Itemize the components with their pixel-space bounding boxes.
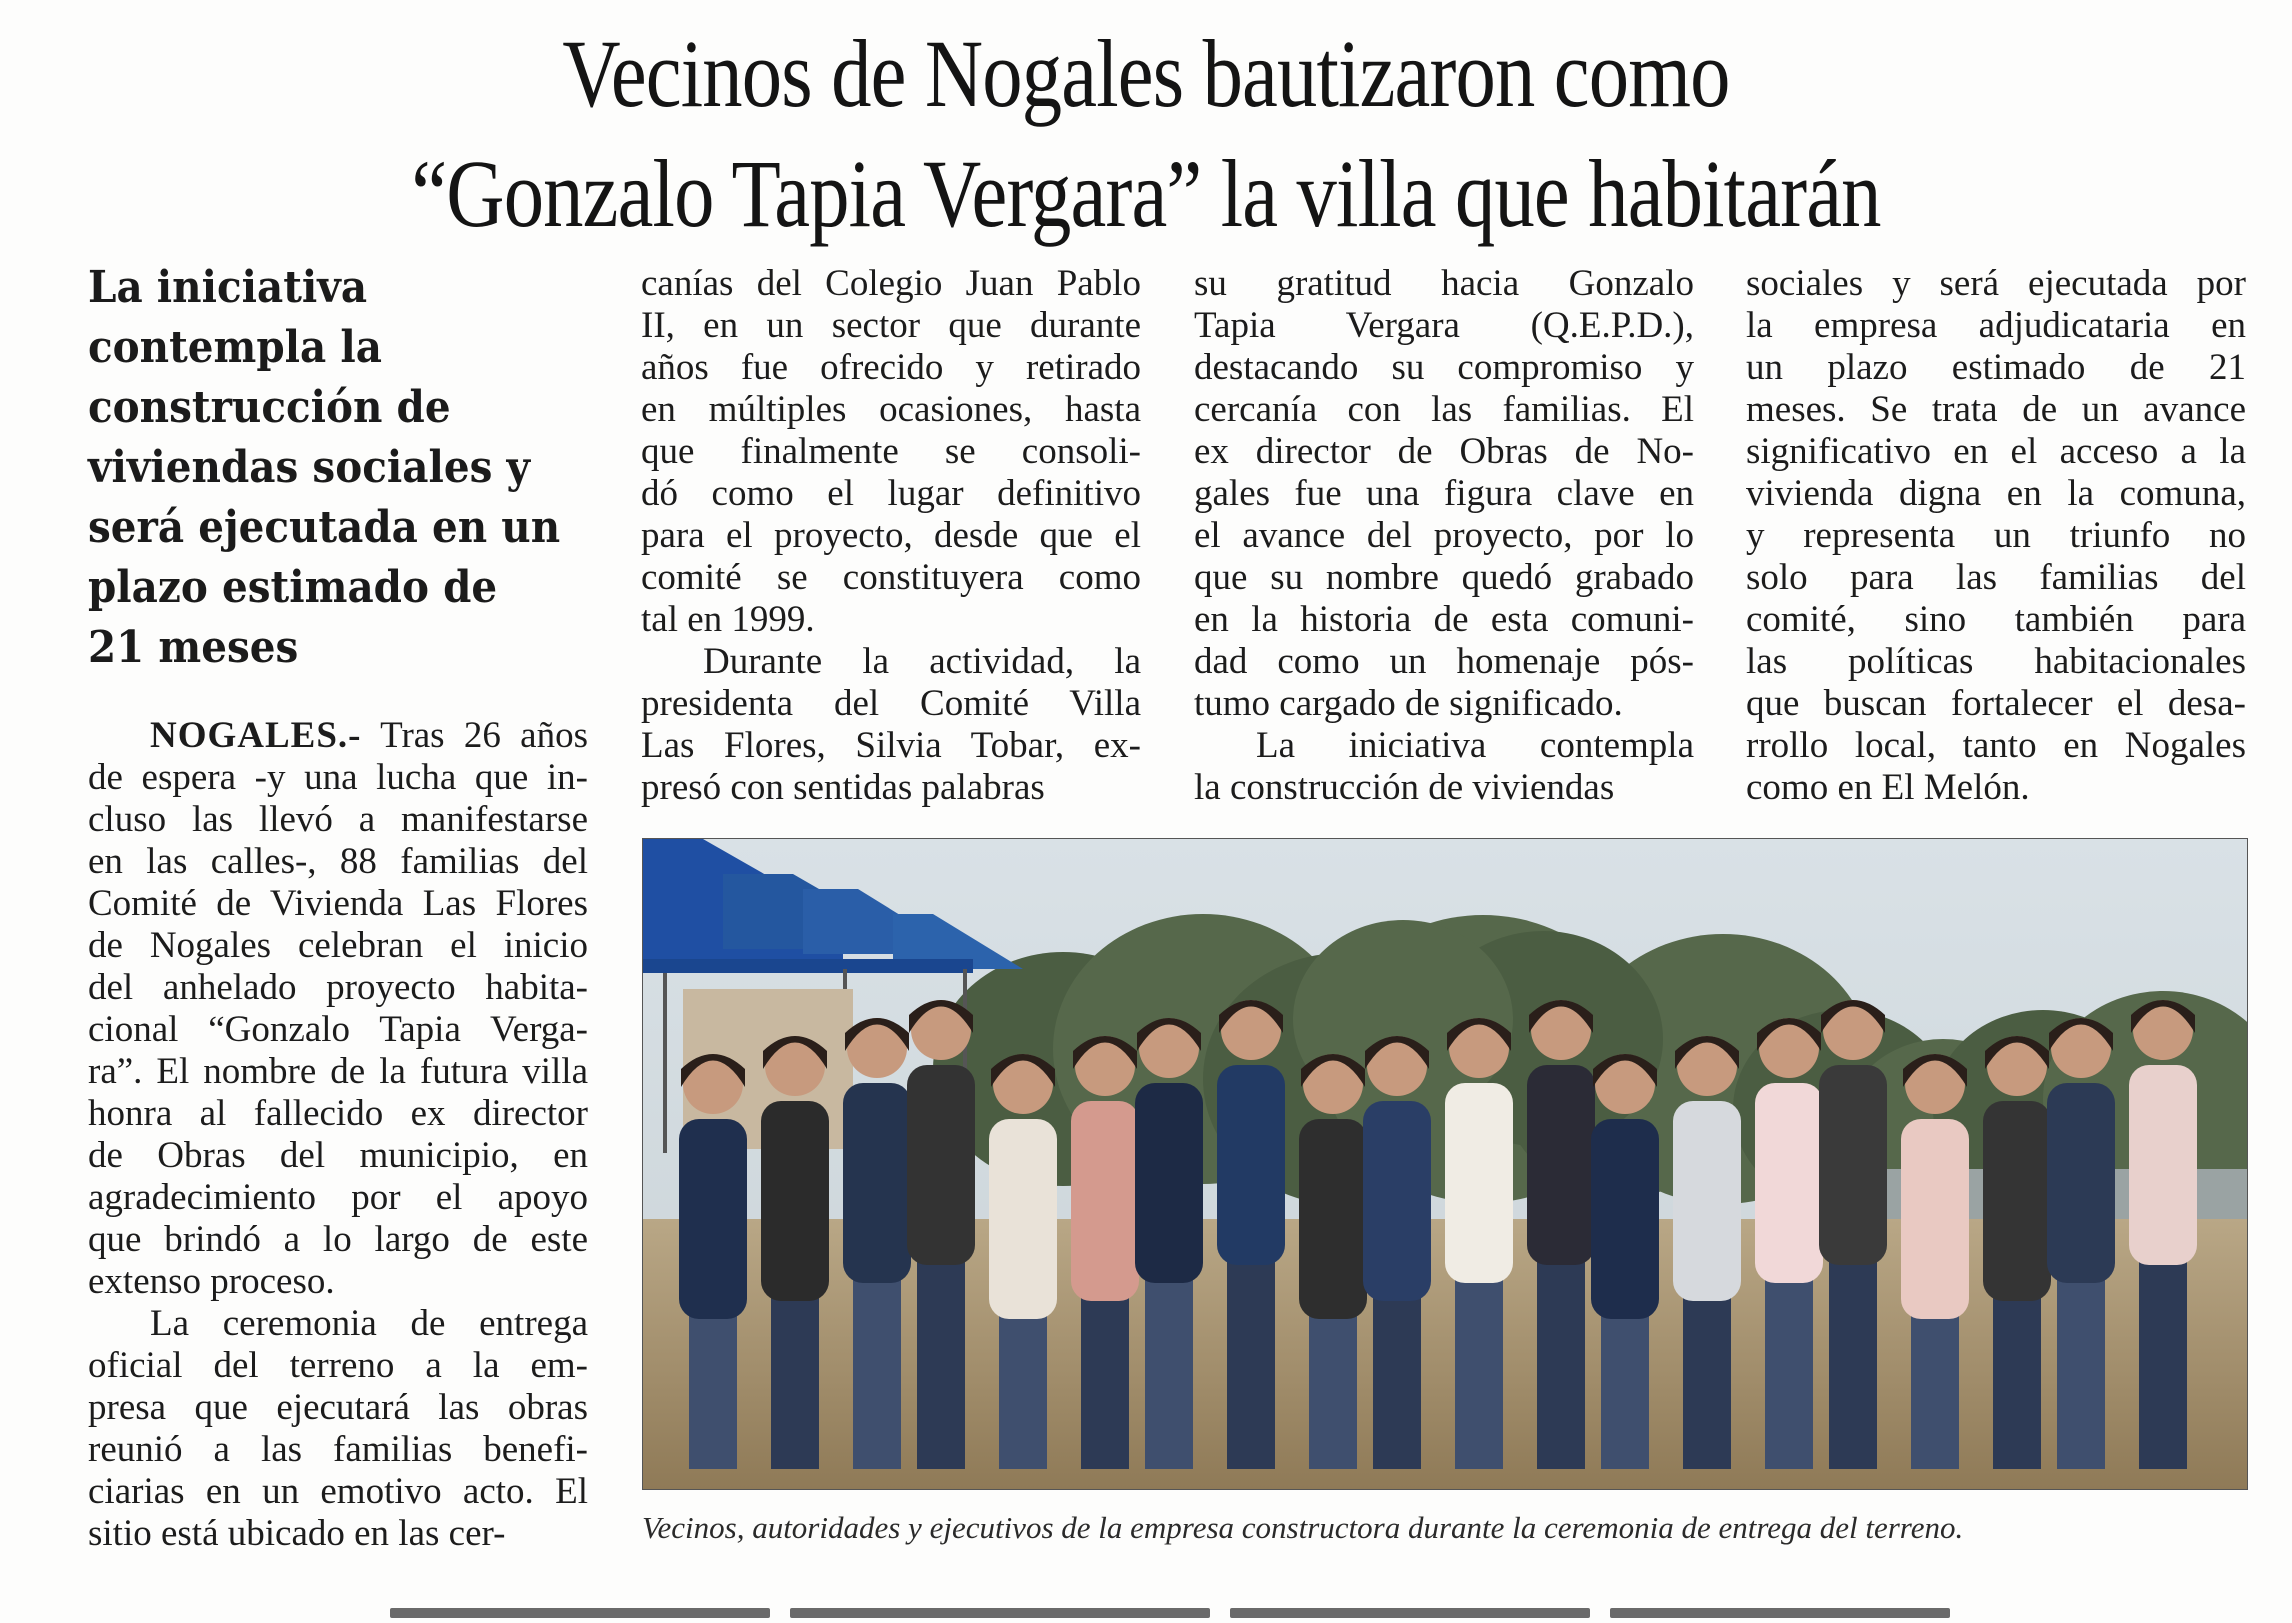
body-line: sociales y será ejecutada por <box>1746 263 2246 304</box>
body-line: gales fue una figura clave en <box>1194 473 1694 514</box>
body-line: cluso las llevó a manifestarse <box>88 799 588 840</box>
body-line: ra”. El nombre de la futura villa <box>88 1051 588 1092</box>
body-line: cional “Gonzalo Tapia Verga- <box>88 1009 588 1050</box>
body-line: extenso proceso. <box>88 1261 335 1302</box>
body-line: significativo en el acceso a la <box>1746 431 2246 472</box>
body-line: que su nombre quedó grabado <box>1194 557 1694 598</box>
deck-line: construcción de <box>88 382 451 433</box>
body-line: las políticas habitacionales <box>1746 641 2246 682</box>
body-line: como en El Melón. <box>1746 767 2030 808</box>
body-line: meses. Se trata de un avance <box>1746 389 2246 430</box>
body-column-1 <box>88 715 588 1555</box>
body-line: Las Flores, Silvia Tobar, ex- <box>641 725 1141 766</box>
person <box>1755 1018 1823 1469</box>
body-line: que finalmente se consoli- <box>641 431 1141 472</box>
group-photo <box>642 838 2248 1490</box>
body-line: de espera -y una lucha que in- <box>88 757 588 798</box>
body-line: la construcción de viviendas <box>1194 767 1615 808</box>
body-line: años fue ofrecido y retirado <box>641 347 1141 388</box>
person <box>907 1000 975 1469</box>
deck-line: será ejecutada en un <box>88 502 561 553</box>
body-line: vivienda digna en la comuna, <box>1746 473 2246 514</box>
deck-line: La iniciativa <box>88 262 368 313</box>
body-line: su gratitud hacia Gonzalo <box>1194 263 1694 304</box>
body-line: para el proyecto, desde que el <box>641 515 1141 556</box>
body-line: canías del Colegio Juan Pablo <box>641 263 1141 304</box>
person <box>2047 1018 2115 1469</box>
body-line: solo para las familias del <box>1746 557 2246 598</box>
body-line: el avance del proyecto, por lo <box>1194 515 1694 556</box>
deck-line: 21 meses <box>88 622 299 673</box>
body-line: La iniciativa contempla <box>1256 725 1694 766</box>
body-line: comité se constituyera como <box>641 557 1141 598</box>
body-line: que brindó a lo largo de este <box>88 1219 588 1260</box>
body-text: Tras 26 años <box>361 715 588 756</box>
body-line: un plazo estimado de 21 <box>1746 347 2246 388</box>
body-line: comité, sino también para <box>1746 599 2246 640</box>
body-line: ciarias en un emotivo acto. El <box>88 1471 588 1512</box>
body-column-3 <box>1194 263 1694 809</box>
person <box>1819 1000 1887 1469</box>
deck-subheadline <box>88 258 566 678</box>
body-line: presidenta del Comité Villa <box>641 683 1141 724</box>
body-line: en las calles-, 88 familias del <box>88 841 588 882</box>
body-column-2 <box>641 263 1141 809</box>
body-line: tal en 1999. <box>641 599 815 640</box>
body-line: tumo cargado de significado. <box>1194 683 1623 724</box>
body-line: Durante la actividad, la <box>703 641 1141 682</box>
body-column-4 <box>1746 263 2246 809</box>
person <box>1217 1000 1285 1469</box>
body-line: reunió a las familias benefi- <box>88 1429 588 1470</box>
body-line: de Obras del municipio, en <box>88 1135 588 1176</box>
body-line: y representa un triunfo no <box>1746 515 2246 556</box>
body-line: sitio está ubicado en las cer- <box>88 1513 506 1554</box>
headline-line-1: Vecinos de Nogales bautizaron como <box>562 20 1730 127</box>
headline <box>234 14 2058 254</box>
person <box>2129 1000 2197 1469</box>
photo-caption: Vecinos, autoridades y ejecutivos de la empresa constructora durante la ceremonia de entrega del terreno. <box>642 1510 1964 1545</box>
body-line: dó como el lugar definitivo <box>641 473 1141 514</box>
person <box>1527 1000 1595 1469</box>
dateline: NOGALES.- <box>150 715 362 756</box>
body-line: dad como un homenaje pós- <box>1194 641 1694 682</box>
person <box>1135 1018 1203 1469</box>
body-line: cercanía con las familias. El <box>1194 389 1694 430</box>
body-line: que buscan fortalecer el desa- <box>1746 683 2246 724</box>
cut-off-next-article <box>380 1606 1960 1623</box>
body-line: en la historia de esta comuni- <box>1194 599 1694 640</box>
body-line: de Nogales celebran el inicio <box>88 925 588 966</box>
body-line: Comité de Vivienda Las Flores <box>88 883 588 924</box>
body-line: oficial del terreno a la em- <box>88 1345 588 1386</box>
deck-line: plazo estimado de <box>88 562 498 613</box>
person <box>1445 1018 1513 1469</box>
deck-line: viviendas sociales y <box>88 442 530 493</box>
deck-line: contempla la <box>88 322 382 373</box>
body-line: II, en un sector que durante <box>641 305 1141 346</box>
body-line: destacando su compromiso y <box>1194 347 1694 388</box>
body-line: rrollo local, tanto en Nogales <box>1746 725 2246 766</box>
body-line: la empresa adjudicataria en <box>1746 305 2246 346</box>
body-line: presa que ejecutará las obras <box>88 1387 588 1428</box>
body-line: del anhelado proyecto habita- <box>88 967 588 1008</box>
body-line: ex director de Obras de No- <box>1194 431 1694 472</box>
body-line: honra al fallecido ex director <box>88 1093 588 1134</box>
body-line: Tapia Vergara (Q.E.P.D.), <box>1194 305 1694 346</box>
body-line: La ceremonia de entrega <box>150 1303 588 1344</box>
body-line: agradecimiento por el apoyo <box>88 1177 588 1218</box>
body-line: presó con sentidas palabras <box>641 767 1045 808</box>
body-line <box>88 715 588 757</box>
person <box>843 1018 911 1469</box>
body-line: en múltiples ocasiones, hasta <box>641 389 1141 430</box>
headline-line-2: “Gonzalo Tapia Vergara” la villa que habitarán <box>411 140 1881 247</box>
